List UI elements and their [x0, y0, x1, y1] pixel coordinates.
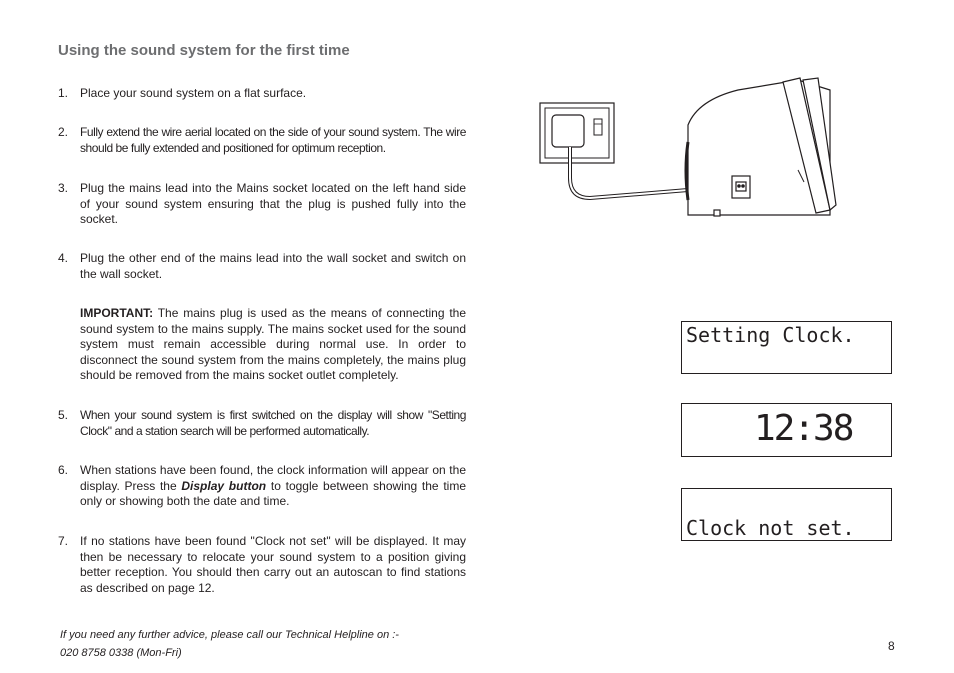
lcd-text: Setting Clock. — [686, 323, 855, 347]
step-text-before: When stations have been found, the clock information will appear on the display. Press the — [80, 463, 466, 493]
step-text: Place your sound system on a flat surface. — [80, 86, 307, 100]
step-number: 5. — [58, 408, 69, 422]
lcd-display-clock-not-set — [681, 488, 892, 541]
step-number: 2. — [58, 125, 69, 139]
lcd-time-text: 12:38 — [754, 408, 853, 449]
step-number: 1. — [58, 86, 69, 100]
step-text — [80, 463, 466, 510]
wall-socket-icon — [540, 103, 614, 163]
mains-connection-illustration — [538, 70, 838, 230]
step-number: 3. — [58, 181, 69, 195]
important-text: The mains plug is used as the means of connecting the sound system to the mains supply. The mains socket used for the sound system must remain accessible during normal use. In order to disconnect the sound system from the mains completely, the mains plug should be removed from the mains socket outlet completely. — [80, 306, 466, 382]
lcd-display-setting-clock — [681, 321, 892, 374]
lcd-display-time — [681, 403, 892, 457]
lcd-text: Clock not set. — [686, 516, 855, 540]
helpline-note: If you need any further advice, please call our Technical Helpline on :- — [60, 629, 399, 641]
helpline-number: 020 8758 0338 (Mon-Fri) — [60, 647, 182, 659]
step-text: Plug the mains lead into the Mains socket located on the left hand side of your sound system ensuring that the plug is pushed fully into the socket. — [80, 181, 466, 226]
display-button-emphasis: Display button — [181, 478, 267, 493]
sound-system-icon — [686, 78, 836, 216]
step-number: 6. — [58, 463, 69, 477]
step-text: When your sound system is first switched on the display will show "Setting Clock" and a station search will be performed automatically. — [80, 408, 466, 438]
page-number: 8 — [888, 639, 895, 653]
step-number: 7. — [58, 534, 69, 548]
section-heading: Using the sound system for the first time — [58, 42, 350, 59]
important-note — [80, 306, 466, 384]
step-text: Plug the other end of the mains lead into the wall socket and switch on the wall socket. — [80, 251, 466, 281]
step-text-after: to toggle between showing the time only or showing both the date and time. — [80, 478, 466, 508]
step-text: If no stations have been found "Clock not set" will be displayed. It may then be necessary to relocate your sound system to a position giving better reception. You should then carry out an autoscan to find stations as described on page 12. — [80, 534, 466, 595]
important-label: IMPORTANT: — [80, 306, 154, 320]
step-text: Fully extend the wire aerial located on the side of your sound system. The wire should be fully extended and positioned for optimum reception. — [80, 125, 466, 155]
step-number: 4. — [58, 251, 69, 265]
